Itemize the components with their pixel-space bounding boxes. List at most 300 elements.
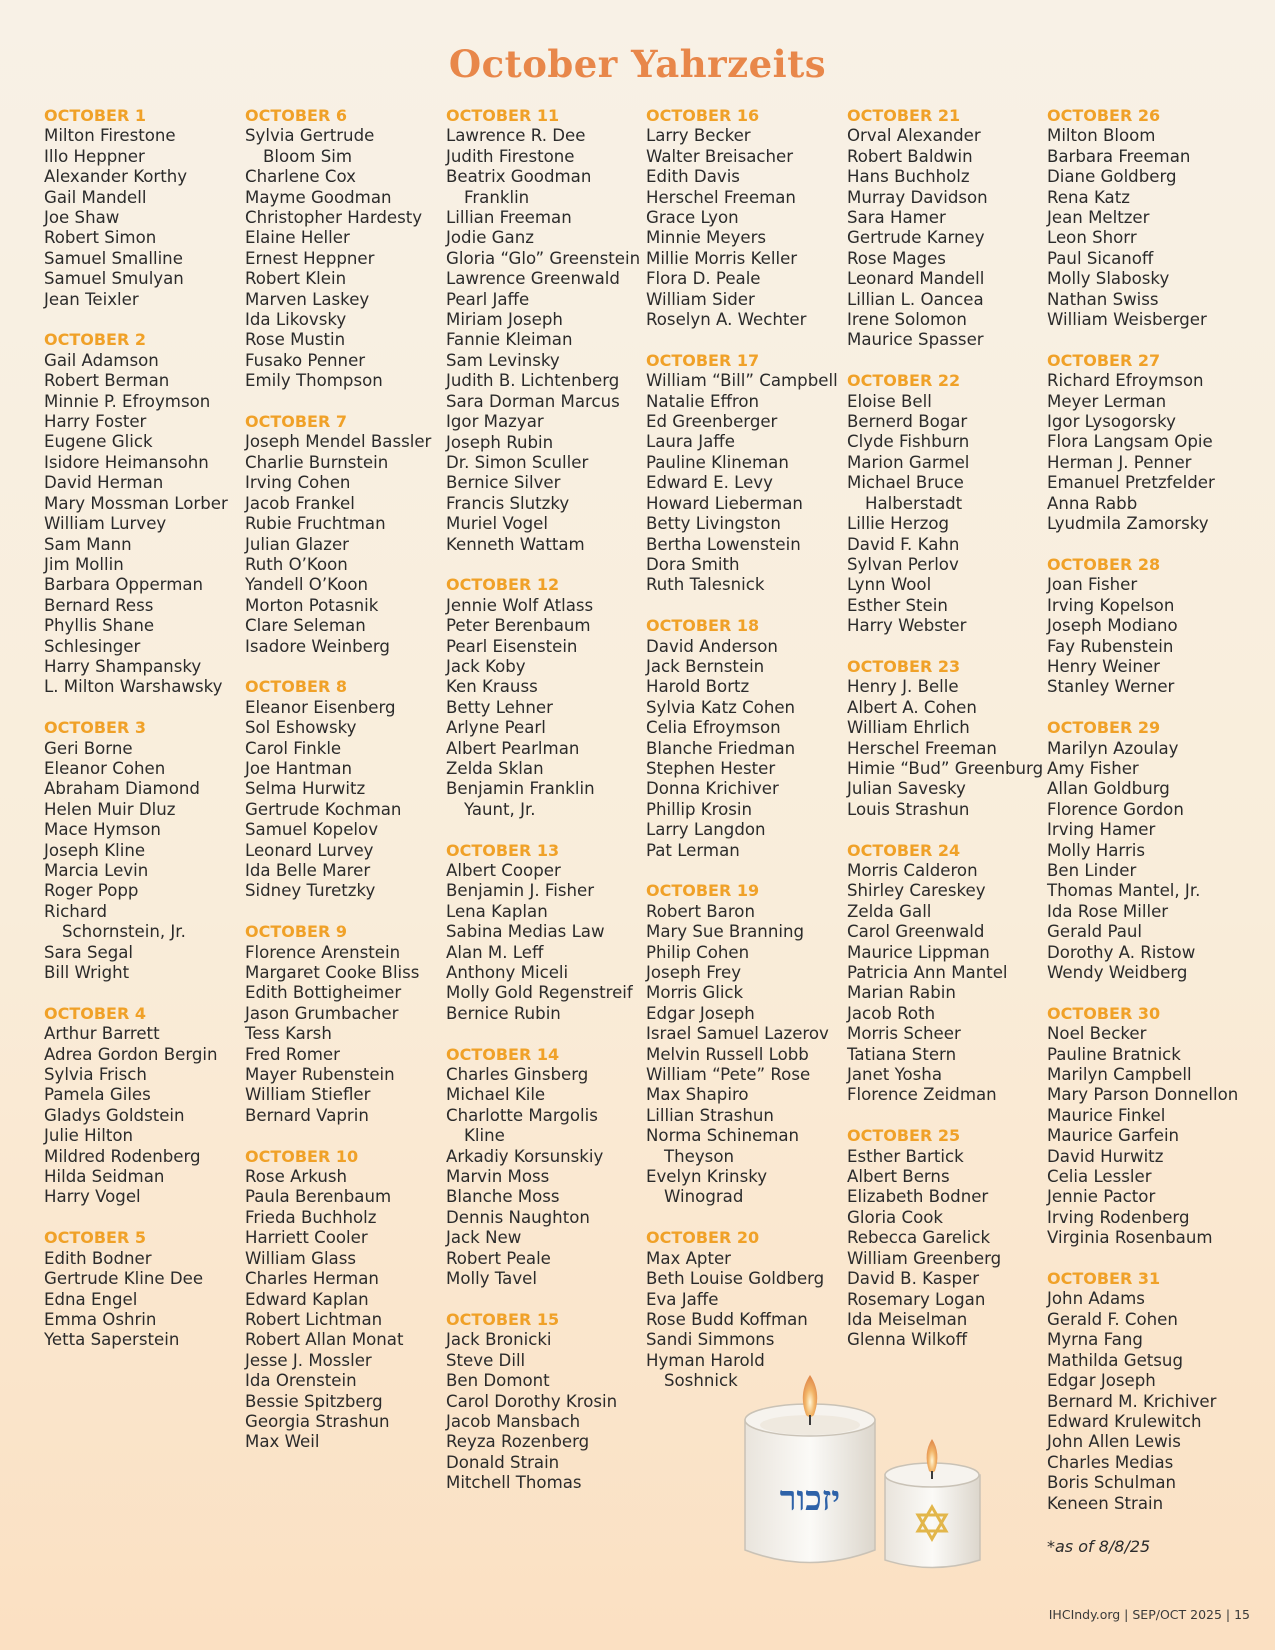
name-entry: Gloria “Glo” Greenstein [446, 248, 641, 268]
name-entry: Gerald F. Cohen [1047, 1309, 1178, 1329]
name-entry: Stephen Hester [646, 758, 776, 778]
name-entry: Jennie Wolf Atlass [446, 595, 594, 615]
name-entry: Zelda Gall [847, 901, 932, 921]
name-entry: Betty Lehner [446, 697, 553, 717]
name-entry: Sylvan Perlov [847, 554, 959, 574]
name-entry: Julie Hilton [44, 1126, 133, 1146]
name-entry: Glenna Wilkoff [847, 1330, 968, 1350]
date-heading: OCTOBER 9 [245, 922, 348, 942]
name-entry: Illo Heppner [44, 146, 145, 166]
name-entry: Lawrence R. Dee [446, 126, 586, 146]
day-section [646, 351, 846, 596]
name-entry: Lena Kaplan [446, 901, 548, 921]
name-entry: Celia Lessler [1047, 1167, 1152, 1187]
name-entry: Maurice Garfein [1047, 1126, 1180, 1146]
name-entry: Gail Adamson [44, 350, 159, 370]
name-entry: Ken Krauss [446, 677, 538, 697]
name-entry: Himie “Bud” Greenburg [847, 758, 1044, 778]
date-heading: OCTOBER 19 [646, 881, 760, 901]
name-entry: Yandell O’Koon [245, 575, 368, 595]
name-entry: Irene Solomon [847, 310, 967, 330]
name-entry: Eleanor Cohen [44, 758, 166, 778]
name-entry: Eugene Glick [44, 432, 153, 452]
name-continuation: Yaunt, Jr. [464, 799, 536, 819]
column-1 [44, 106, 244, 1371]
name-entry: Rose Mustin [245, 330, 346, 350]
day-section [847, 841, 1047, 1106]
name-entry: Hilda Seidman [44, 1167, 165, 1187]
date-heading: OCTOBER 14 [446, 1044, 560, 1064]
name-entry: Gertrude Kochman [245, 799, 402, 819]
name-entry: Margaret Cooke Bliss [245, 963, 420, 983]
date-heading: OCTOBER 25 [847, 1126, 961, 1146]
name-entry: Bernard Vaprin [245, 1105, 369, 1125]
name-entry: William Glass [245, 1248, 357, 1268]
name-entry: Harry Webster [847, 616, 967, 636]
name-entry: Joe Hantman [245, 758, 353, 778]
name-entry: Morris Scheer [847, 1024, 961, 1044]
name-entry: Marcia Levin [44, 861, 149, 880]
name-entry: Lillian Freeman [446, 208, 572, 228]
name-entry: Ruth Talesnick [646, 575, 765, 595]
name-entry: Amy Fisher [1047, 758, 1139, 778]
name-entry: Jim Mollin [44, 554, 124, 574]
name-entry: Jennie Pactor [1047, 1187, 1156, 1207]
name-entry: Dennis Naughton [446, 1207, 590, 1227]
name-entry: Pauline Klineman [646, 452, 789, 472]
name-entry: Boris Schulman [1047, 1473, 1177, 1493]
day-section [44, 1004, 244, 1208]
date-heading: OCTOBER 1 [44, 106, 147, 125]
name-entry: Leonard Lurvey [245, 840, 374, 860]
name-entry: Samuel Kopelov [245, 820, 379, 840]
name-entry [847, 473, 1047, 514]
name-entry: Celia Efroymson [646, 718, 781, 738]
name-entry: Louis Strashun [847, 799, 970, 819]
name-entry: Sandi Simmons [646, 1330, 775, 1350]
name-entry: Albert A. Cohen [847, 697, 977, 717]
name-entry: Fusako Penner [245, 350, 366, 370]
name-entry: Meyer Lerman [1047, 391, 1167, 411]
name-entry: Jacob Mansbach [446, 1411, 581, 1431]
name-entry: Molly Gold Regenstreif [446, 983, 633, 1003]
name-entry: Marilyn Campbell [1047, 1065, 1192, 1085]
name-entry: Marion Garmel [847, 452, 970, 472]
day-section [44, 330, 244, 697]
name-entry: Kenneth Wattam [446, 534, 585, 554]
name-entry: Barbara Freeman [1047, 146, 1191, 166]
name-entry: Sara Hamer [847, 208, 946, 228]
name-entry: Mayer Rubenstein [245, 1065, 395, 1085]
name-line: Evelyn Krinsky [646, 1167, 768, 1187]
name-continuation: Franklin [464, 187, 530, 207]
name-entry: Michael Kile [446, 1085, 546, 1105]
name-entry: Jesse J. Mossler [245, 1350, 372, 1370]
day-section [646, 106, 846, 330]
date-heading: OCTOBER 31 [1047, 1269, 1161, 1289]
name-entry [646, 1126, 846, 1167]
name-entry: Joan Fisher [1047, 575, 1138, 595]
day-section [1047, 718, 1247, 983]
name-entry: Edna Engel [44, 1289, 138, 1309]
name-entry: Lillian Strashun [646, 1105, 774, 1125]
name-entry: Albert Pearlman [446, 738, 580, 758]
name-entry: Mary Parson Donnellon [1047, 1085, 1239, 1105]
name-entry: Robert Baron [646, 901, 755, 921]
name-entry: Dora Smith [646, 554, 740, 574]
name-entry: Clare Seleman [245, 616, 366, 636]
name-entry: Arthur Barrett [44, 1024, 160, 1044]
name-entry: Arlyne Pearl [446, 718, 546, 738]
name-entry: Gail Mandell [44, 187, 147, 207]
name-entry: Samuel Smalline [44, 248, 183, 268]
name-entry: Beth Louise Goldberg [646, 1269, 825, 1289]
name-entry: Anna Rabb [1047, 493, 1138, 513]
name-entry: Benjamin J. Fisher [446, 881, 595, 901]
name-entry: Frieda Buchholz [245, 1207, 377, 1227]
name-entry: Abraham Diamond [44, 779, 200, 799]
name-entry: Julian Glazer [245, 534, 349, 554]
name-entry: David F. Kahn [847, 534, 960, 554]
name-entry: Judith B. Lichtenberg [446, 371, 620, 391]
name-entry: Irving Cohen [245, 473, 351, 493]
day-section [1047, 351, 1247, 535]
name-entry: Henry J. Belle [847, 677, 959, 697]
name-entry: Millie Morris Keller [646, 248, 798, 268]
name-line: Beatrix Goodman [446, 167, 592, 187]
name-entry: Rena Katz [1047, 187, 1130, 207]
day-section [245, 677, 445, 901]
name-entry: Schlesinger [44, 636, 141, 656]
name-entry: Philip Cohen [646, 942, 750, 962]
name-entry: Marven Laskey [245, 289, 370, 309]
name-entry: Isidore Heimansohn [44, 452, 209, 472]
date-heading: OCTOBER 24 [847, 840, 961, 860]
name-entry: Robert Berman [44, 371, 170, 391]
name-entry: Charles Medias [1047, 1452, 1174, 1472]
page-title: October Yahrzeits [448, 42, 827, 86]
name-entry: Donna Krichiver [646, 779, 779, 799]
name-entry: Joseph Kline [44, 840, 146, 860]
name-entry: John Adams [1047, 1289, 1145, 1309]
day-section [446, 841, 646, 1025]
day-section [646, 1228, 846, 1391]
name-entry: L. Milton Warshawsky [44, 677, 223, 697]
name-entry: Harry Vogel [44, 1187, 141, 1207]
name-entry: Harold Bortz [646, 677, 750, 697]
name-entry: David B. Kasper [847, 1269, 980, 1289]
name-entry: Yetta Saperstein [44, 1330, 180, 1350]
name-continuation: Theyson [664, 1146, 734, 1166]
name-entry [245, 126, 445, 167]
name-entry: Irving Hamer [1047, 820, 1156, 840]
name-entry: Bernice Silver [446, 473, 561, 493]
day-section [44, 106, 244, 310]
name-entry: Georgia Strashun [245, 1411, 390, 1431]
name-entry: Phyllis Shane [44, 616, 155, 636]
name-entry: Shirley Careskey [847, 881, 986, 901]
name-entry: Lawrence Greenwald [446, 269, 620, 289]
name-entry: Carol Finkle [245, 738, 342, 758]
name-entry: Maurice Spasser [847, 330, 984, 350]
name-entry: Maurice Finkel [1047, 1105, 1166, 1125]
name-entry: Jack New [446, 1228, 522, 1248]
day-section [646, 616, 846, 861]
name-entry: Geri Borne [44, 738, 133, 758]
name-entry: Orval Alexander [847, 126, 981, 146]
name-entry: Bill Wright [44, 963, 130, 983]
name-entry: William “Bill” Campbell [646, 371, 838, 391]
name-entry: Rose Budd Koffman [646, 1309, 808, 1329]
name-line: Norma Schineman [646, 1126, 800, 1146]
date-heading: OCTOBER 27 [1047, 350, 1161, 370]
name-entry: Carol Greenwald [847, 922, 985, 942]
name-entry: Pearl Jaffe [446, 289, 530, 309]
name-continuation: Schornstein, Jr. [62, 922, 186, 942]
date-heading: OCTOBER 30 [1047, 1003, 1161, 1023]
day-section [847, 106, 1047, 351]
name-entry: Molly Harris [1047, 840, 1146, 860]
day-section [245, 412, 445, 657]
name-line: Richard [44, 901, 108, 921]
column-4 [646, 106, 846, 1412]
name-entry: Nathan Swiss [1047, 289, 1159, 309]
name-entry: Patricia Ann Mantel [847, 963, 1008, 983]
name-entry: Walter Breisacher [646, 146, 794, 166]
name-entry: Jack Koby [446, 656, 526, 676]
name-entry: Joseph Frey [646, 963, 742, 983]
column-2 [245, 106, 445, 1473]
name-entry: Pearl Eisenstein [446, 636, 578, 656]
column-6 [1047, 106, 1247, 1534]
name-entry: Edith Davis [646, 167, 740, 187]
name-entry: Pauline Bratnick [1047, 1044, 1181, 1064]
name-entry: Robert Baldwin [847, 146, 973, 166]
name-entry: Gladys Goldstein [44, 1105, 185, 1125]
name-entry: Gloria Cook [847, 1207, 943, 1227]
name-entry: Sam Mann [44, 534, 132, 554]
name-entry: Bernerd Bogar [847, 412, 968, 432]
date-heading: OCTOBER 7 [245, 412, 348, 432]
name-entry: Judith Firestone [446, 146, 575, 166]
name-entry: Mace Hymson [44, 820, 161, 840]
day-section [847, 1126, 1047, 1350]
name-entry: Janet Yosha [847, 1065, 942, 1085]
date-heading: OCTOBER 10 [245, 1146, 359, 1166]
date-heading: OCTOBER 18 [646, 616, 760, 636]
day-section [1047, 106, 1247, 330]
day-section [847, 371, 1047, 636]
name-entry: Reyza Rozenberg [446, 1432, 590, 1452]
name-entry: Edward Kaplan [245, 1289, 369, 1309]
date-heading: OCTOBER 12 [446, 575, 560, 595]
name-entry: Henry Weiner [1047, 656, 1160, 676]
name-entry: Morris Glick [646, 983, 744, 1003]
name-entry: Sam Levinsky [446, 350, 560, 370]
date-heading: OCTOBER 28 [1047, 554, 1161, 574]
name-entry: Herschel Freeman [646, 187, 796, 207]
name-entry: Jason Grumbacher [245, 1003, 399, 1023]
name-entry: Ida Likovsky [245, 310, 347, 330]
name-entry: Howard Lieberman [646, 493, 803, 513]
name-entry: Gerald Paul [1047, 922, 1143, 942]
name-entry: Tess Karsh [245, 1024, 332, 1044]
name-entry: Joe Shaw [44, 208, 120, 228]
name-entry: Harry Shampansky [44, 656, 202, 676]
name-entry: William “Pete” Rose [646, 1065, 811, 1085]
name-entry: Igor Mazyar [446, 412, 544, 432]
name-entry: Rose Arkush [245, 1167, 348, 1187]
name-entry: Mildred Rodenberg [44, 1146, 201, 1166]
name-entry: Fred Romer [245, 1044, 340, 1064]
candle-label: יזכור [779, 1479, 841, 1519]
candle-icon [740, 1375, 1000, 1575]
date-heading: OCTOBER 20 [646, 1228, 760, 1248]
date-heading: OCTOBER 22 [847, 371, 961, 391]
name-entry: Irving Kopelson [1047, 595, 1175, 615]
name-entry: Florence Gordon [1047, 799, 1184, 819]
name-entry: Gertrude Kline Dee [44, 1269, 204, 1289]
name-entry: Bessie Spitzberg [245, 1391, 383, 1411]
name-entry: Joseph Rubin [446, 432, 554, 452]
name-entry: Ben Domont [446, 1371, 550, 1391]
name-entry [446, 779, 646, 820]
name-entry: Herschel Freeman [847, 738, 997, 758]
name-entry: Mary Mossman Lorber [44, 493, 228, 513]
name-continuation: Kline [464, 1126, 505, 1146]
name-entry: Lillian L. Oancea [847, 289, 984, 309]
name-entry: Julian Savesky [847, 779, 966, 799]
name-entry: Noel Becker [1047, 1024, 1147, 1044]
name-entry: Robert Peale [446, 1248, 551, 1268]
name-entry: Rubie Fruchtman [245, 514, 386, 534]
name-entry: Jack Bronicki [446, 1330, 552, 1350]
name-entry: Robert Simon [44, 228, 157, 248]
name-entry: Elizabeth Bodner [847, 1187, 989, 1207]
name-entry: Gertrude Karney [847, 228, 985, 248]
name-entry: Max Shapiro [646, 1085, 749, 1105]
date-heading: OCTOBER 21 [847, 106, 961, 125]
name-entry: Ben Linder [1047, 860, 1137, 880]
name-entry: Milton Firestone [44, 126, 176, 146]
name-entry: Edith Bottigheimer [245, 983, 402, 1003]
name-entry: Minnie P. Efroymson [44, 391, 211, 411]
name-entry: Israel Samuel Lazerov [646, 1024, 829, 1044]
name-entry: Minnie Meyers [646, 228, 767, 248]
name-entry: Harry Foster [44, 412, 147, 432]
name-entry: Sylvia Frisch [44, 1065, 147, 1085]
name-entry: Diane Goldberg [1047, 167, 1177, 187]
name-entry: Esther Stein [847, 595, 948, 615]
day-section [1047, 1269, 1247, 1514]
name-entry: Jacob Roth [847, 1003, 936, 1023]
name-entry: Bernard Ress [44, 595, 154, 615]
name-entry: Roger Popp [44, 881, 139, 901]
name-entry: Jacob Frankel [245, 493, 355, 513]
name-entry: Jack Bernstein [646, 656, 765, 676]
name-entry: Zelda Sklan [446, 758, 544, 778]
day-section [446, 1310, 646, 1494]
name-entry [44, 902, 244, 943]
date-heading: OCTOBER 23 [847, 656, 961, 676]
name-entry: Larry Becker [646, 126, 751, 146]
name-entry: Myrna Fang [1047, 1330, 1143, 1350]
name-entry: Ed Greenberger [646, 412, 778, 432]
name-entry: Thomas Mantel, Jr. [1047, 881, 1201, 901]
name-entry: William Lurvey [44, 514, 167, 534]
name-entry: Jean Teixler [44, 289, 139, 309]
name-entry: Isadore Weinberg [245, 636, 390, 656]
name-entry: Richard Efroymson [1047, 371, 1204, 391]
name-entry: Esther Bartick [847, 1146, 964, 1166]
date-heading: OCTOBER 6 [245, 106, 348, 125]
page-footer: IHCIndy.org | SEP/OCT 2025 | 15 [1048, 1607, 1250, 1622]
name-entry: Wendy Weidberg [1047, 963, 1188, 983]
name-entry: Larry Langdon [646, 820, 766, 840]
name-entry: Francis Slutzky [446, 493, 570, 513]
name-entry: Sara Dorman Marcus [446, 391, 620, 411]
name-entry: Mayme Goodman [245, 187, 392, 207]
column-3 [446, 106, 646, 1514]
name-entry: Paula Berenbaum [245, 1187, 392, 1207]
name-entry: Robert Klein [245, 269, 347, 289]
name-entry: Mitchell Thomas [446, 1473, 582, 1493]
name-entry: Pat Lerman [646, 840, 740, 860]
name-entry: Florence Arenstein [245, 942, 401, 962]
name-entry: Charles Herman [245, 1269, 379, 1289]
name-entry: Dorothy A. Ristow [1047, 942, 1196, 962]
name-entry: Bertha Lowenstein [646, 534, 801, 554]
name-entry: Fay Rubenstein [1047, 636, 1174, 656]
column-5 [847, 106, 1047, 1371]
date-heading: OCTOBER 4 [44, 1003, 147, 1023]
name-entry: Dr. Simon Sculler [446, 452, 589, 472]
day-section [646, 881, 846, 1208]
name-entry: David Anderson [646, 636, 778, 656]
name-entry: Molly Tavel [446, 1269, 537, 1289]
name-entry: Sabina Medias Law [446, 922, 605, 942]
name-entry: William Stiefler [245, 1085, 371, 1105]
name-entry: William Weisberger [1047, 310, 1207, 330]
name-entry: Phillip Krosin [646, 799, 753, 819]
name-continuation: Bloom Sim [263, 146, 353, 166]
name-entry: Joseph Mendel Bassler [245, 432, 432, 452]
name-entry: David Herman [44, 473, 164, 493]
name-entry: Irving Rodenberg [1047, 1207, 1190, 1227]
name-entry: Lynn Wool [847, 575, 932, 595]
name-entry: Albert Cooper [446, 861, 561, 880]
name-entry: Fannie Kleiman [446, 330, 573, 350]
name-line: Hyman Harold [646, 1350, 765, 1370]
date-heading: OCTOBER 17 [646, 350, 760, 370]
name-entry: Ida Meiselman [847, 1309, 968, 1329]
name-entry: Clyde Fishburn [847, 432, 970, 452]
name-entry: Igor Lysogorsky [1047, 412, 1177, 432]
name-entry: Mary Sue Branning [646, 922, 805, 942]
day-section [1047, 1004, 1247, 1249]
name-entry: Stanley Werner [1047, 677, 1175, 697]
name-entry: Pamela Giles [44, 1085, 151, 1105]
name-entry: Ernest Heppner [245, 248, 375, 268]
name-entry: Marilyn Azoulay [1047, 738, 1179, 758]
name-entry: Edward Krulewitch [1047, 1411, 1202, 1431]
name-entry: William Ehrlich [847, 718, 970, 738]
day-section [446, 575, 646, 820]
name-entry: Keneen Strain [1047, 1493, 1164, 1513]
name-entry: Sylvia Katz Cohen [646, 697, 796, 717]
name-entry: Ida Belle Marer [245, 861, 371, 880]
date-heading: OCTOBER 15 [446, 1309, 560, 1329]
